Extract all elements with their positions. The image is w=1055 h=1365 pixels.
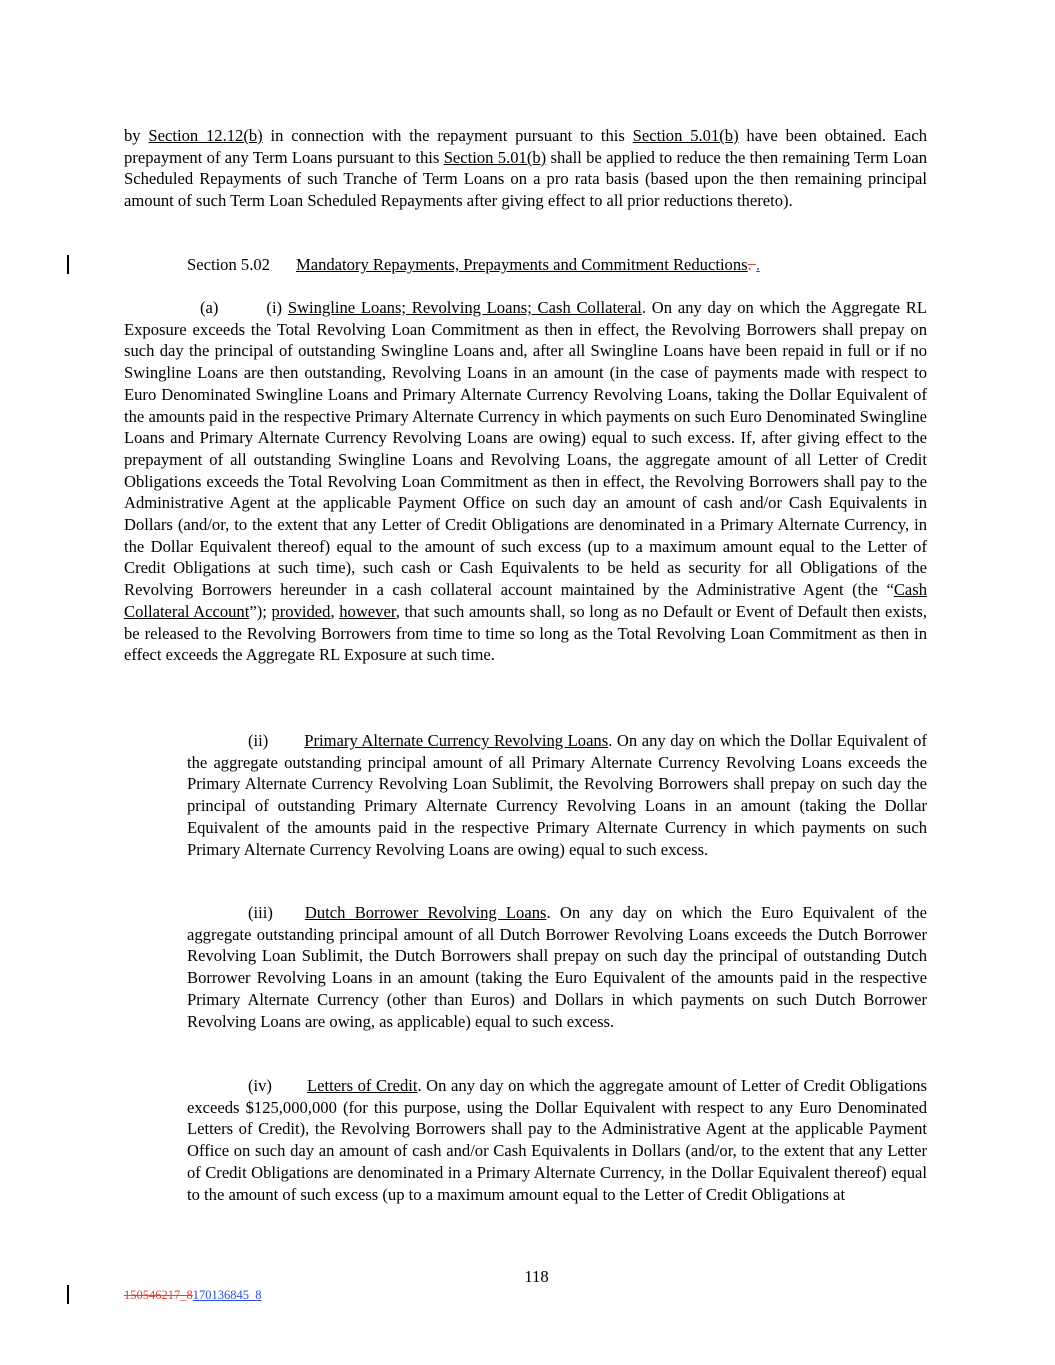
doc-id-deleted: 150546217_8 — [124, 1288, 193, 1302]
however-term: however — [339, 601, 396, 621]
section-ref-5-01b: Section 5.01(b) — [632, 126, 739, 145]
section-title: Mandatory Repayments, Prepayments and Commitment Reductions — [295, 255, 748, 274]
paragraph-iii: (iii) Dutch Borrower Revolving Loans. On any day on which the Euro Equivalent of the aggregate outstanding principal amount of all Dutch Borrower Revolving Loans exceeds the Dutch Borrower Revolving Loan Sublimit, the Dutch Borrowers shall prepay on such day the principal of outstanding Dutch Borrower Revolving Loans in an amount (taking the Euro Equivalent of the amounts paid in the respective Primary Alternate Currency (other than Euros) and Dollars in which payments on such Dutch Borrower Revolving Loans are owing, as applicable) equal to such excess. — [187, 903, 927, 1031]
continuation-paragraph: by Section 12.12(b) in connection with the repayment pursuant to this Section 5.01(b) have been obtained. Each prepayment of any Term Loans pursuant to this Section 5.01(b) shall be applied to reduce the then remaining Term Loan Scheduled Repayments of such Tranche of Term Loans on a pro rata basis (based upon the then remaining principal amount of such Term Loan Scheduled Repayments after giving effect to all prior reductions thereto). — [124, 126, 928, 211]
deleted-text: . — [747, 255, 756, 274]
paragraph-a-i: (a) (i) Swingline Loans; Revolving Loans; Cash Collateral. On any day on which the Aggregate RL Exposure exceeds the Total Revolving Loan Commitment as then in effect, the Revolving Borrowers shall prepay on such day the principal of outstanding Swingline Loans and, after all Swingline Loans have been repaid in full or if no Swingline Loans are then outstanding, Revolving Loans in an amount (in the case of payments made with respect to Euro Denominated Swingline Loans and Primary Alternate Currency Revolving Loans, taking the Dollar Equivalent of the amounts paid in the respective Primary Alternate Currency in which payments on such Euro Denominated Swingline Loans and Primary Alternate Currency Revolving Loans are owing) equal to such excess. If, after giving effect to the prepayment of all outstanding Swingline Loans and Revolving Loans, the aggregate amount of all Letter of Credit Obligations exceeds the Total Revolving Loan Commitment as then in effect, the Revolving Borrowers shall pay to the Administrative Agent at the applicable Payment Office on such day an amount of cash and/or Cash Equivalents in Dollars (and/or, to the extent that any Letter of Credit Obligations are denominated in a Primary Alternate Currency, in the Dollar Equivalent thereof) equal to the amount of such excess (up to a maximum amount equal to the Letter of Credit Obligations at such time), such cash or Cash Equivalents to be held as security for all Obligations of the Revolving Borrowers hereunder in a cash collateral account maintained by the Administrative Agent (the “Cash Collateral Account”); provided, however, that such amounts shall, so long as no Default or Event of Default then exists, be released to the Revolving Borrowers from time to time so long as the Total Revolving Loan Commitment as then in effect exceeds the Aggregate RL Exposure at such time. — [124, 298, 928, 665]
paragraph-heading: Letters of Credit — [306, 1076, 418, 1095]
paragraph-ii: (ii) Primary Alternate Currency Revolving Loans. On any day on which the Dollar Equivalent of the aggregate outstanding principal amount of all Primary Alternate Currency Revolving Loans exceeds the Primary Alternate Currency Revolving Loan Sublimit, the Revolving Borrowers shall prepay on such day the principal of outstanding Primary Alternate Currency Revolving Loans in an amount (taking the Dollar Equivalent of the amounts paid in the respective Primary Alternate Currency in which payments on such Primary Alternate Currency Revolving Loans are owing) equal to such excess. — [187, 731, 927, 859]
label-i: (i) — [266, 298, 283, 317]
section-ref-5-01b: Section 5.01(b) — [443, 147, 547, 167]
page-number: 118 — [524, 1267, 549, 1286]
label-iii: (iii) — [248, 903, 273, 922]
paragraph-heading: Swingline Loans; Revolving Loans; Cash Collateral — [287, 298, 642, 317]
doc-id-inserted: 170136845_8 — [192, 1288, 262, 1302]
inserted-text: . — [755, 255, 761, 274]
section-ref-12-12b: Section 12.12(b) — [148, 126, 263, 145]
label-a: (a) — [200, 298, 219, 317]
change-bar-footer — [67, 1285, 69, 1304]
section-number: Section 5.02 — [187, 255, 270, 274]
label-iv: (iv) — [248, 1076, 272, 1095]
paragraph-heading: Dutch Borrower Revolving Loans — [304, 903, 547, 922]
section-heading — [187, 254, 760, 276]
paragraph-iv: (iv) Letters of Credit. On any day on which the aggregate amount of Letter of Credit Obligations exceeds $125,000,000 (for this purpose, using the Dollar Equivalent with respect to any Euro Denominated Letters of Credit), the Revolving Borrowers shall pay to the Administrative Agent at the applicable Payment Office on such day an amount of cash and/or Cash Equivalents in Dollars (and/or, to the extent that any Letter of Credit Obligations are denominated in a Primary Alternate Currency, in the Dollar Equivalent thereof) equal to the amount of such excess (up to a maximum amount equal to the Letter of Credit Obligations at — [187, 1076, 927, 1204]
change-bar-section-heading — [67, 255, 69, 274]
label-ii: (ii) — [248, 731, 269, 750]
document-id — [124, 1287, 262, 1303]
paragraph-heading: Primary Alternate Currency Revolving Loans — [304, 731, 609, 750]
defined-term: Cash Collateral Account — [124, 580, 927, 621]
provided-term: provided — [271, 601, 331, 621]
